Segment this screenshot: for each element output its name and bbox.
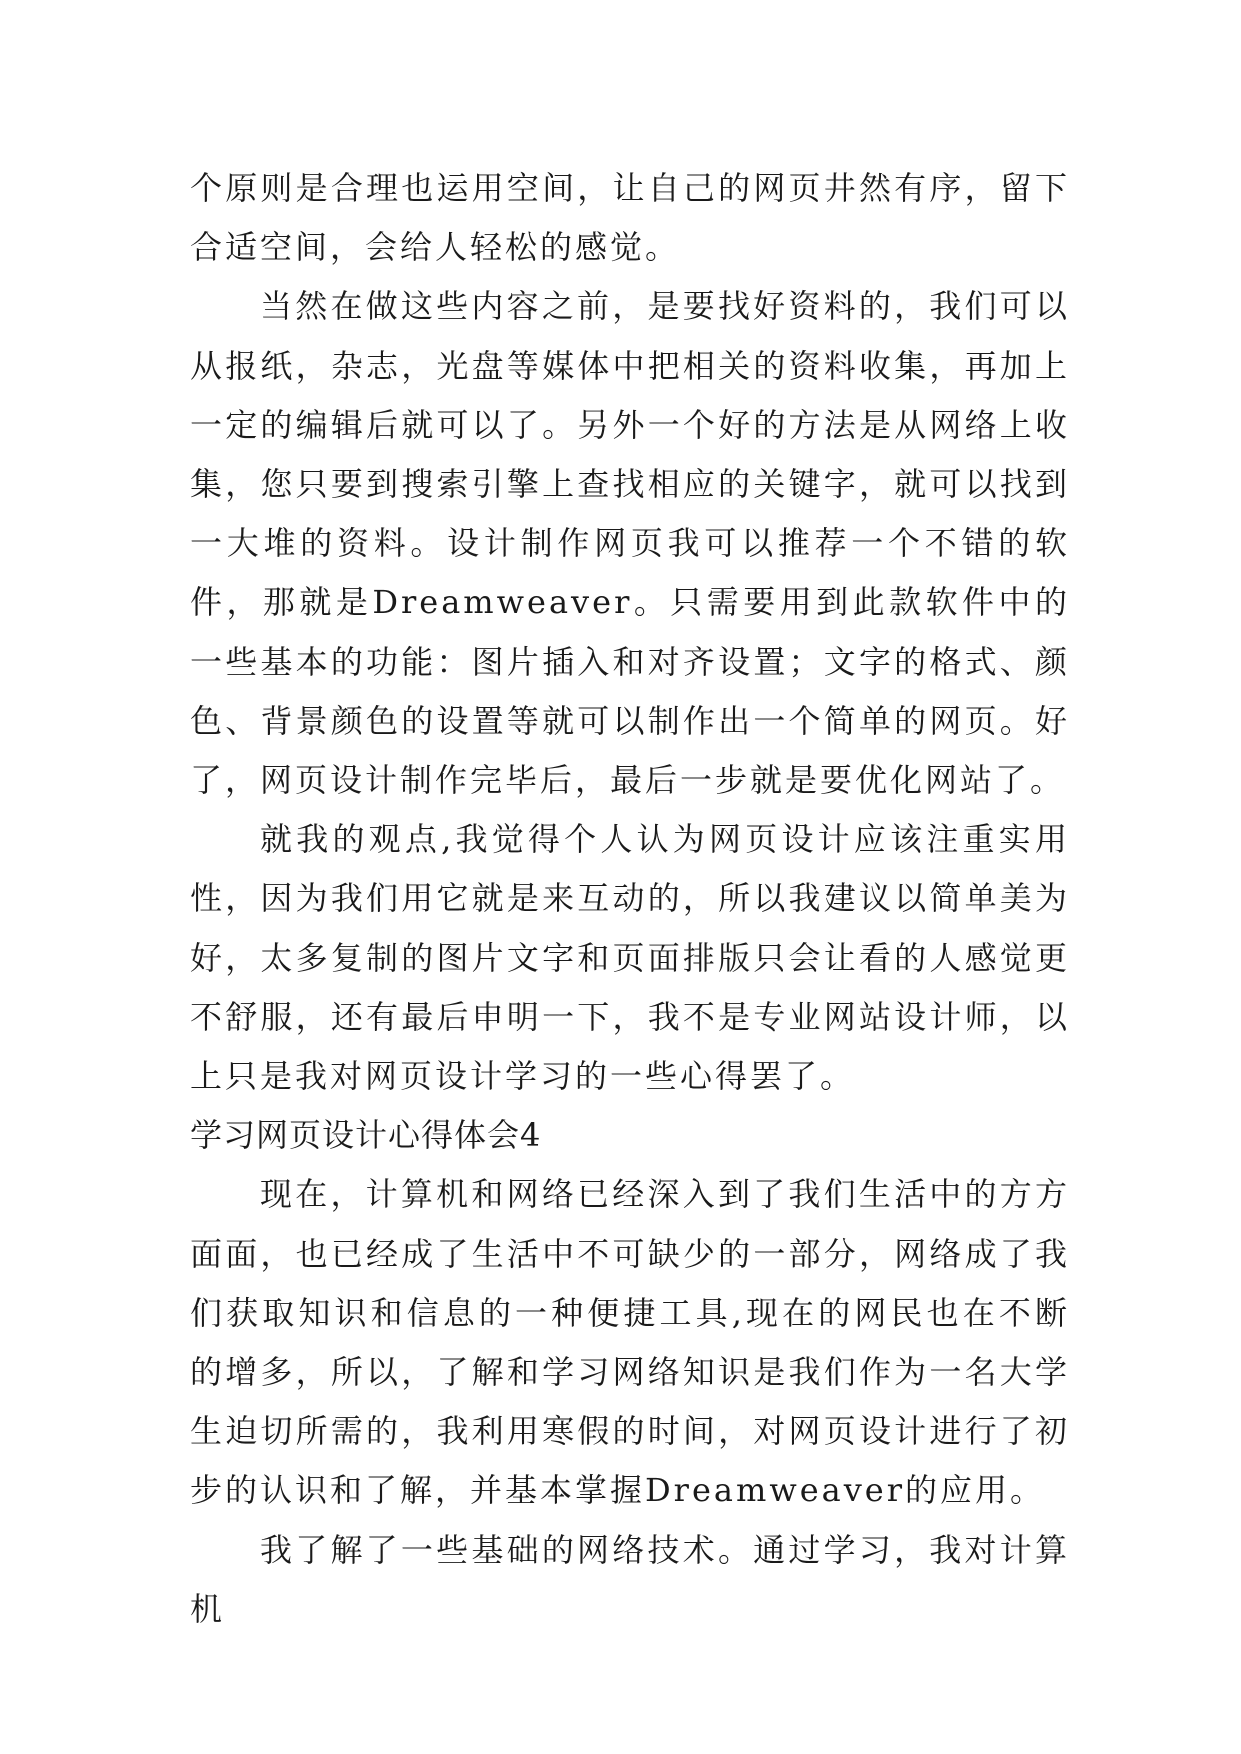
paragraph-1: 个原则是合理也运用空间，让自己的网页井然有序，留下合适空间，会给人轻松的感觉。 (190, 169, 1070, 267)
paragraph-4: 现在，计算机和网络已经深入到了我们生活中的方方面面，也已经成了生活中不可缺少的一部分，网络成了我们获取知识和信息的一种便捷工具,现在的网民也在不断的增多，所以，了解和学习网络知识是我们作为一名大学生迫切所需的，我利用寒假的时间，对网页设计进行了初步的认识和了解，并基本掌握Dreamweaver的应用。 (190, 1175, 1070, 1510)
paragraph-5: 我了解了一些基础的网络技术。通过学习，我对计算机 (190, 1530, 1070, 1628)
paragraph-3: 就我的观点,我觉得个人认为网页设计应该注重实用性，因为我们用它就是来互动的，所以我建议以简单美为好，太多复制的图片文字和页面排版只会让看的人感觉更不舒服，还有最后申明一下，我不是专业网站设计师，以上只是我对网页设计学习的一些心得罢了。 (190, 820, 1070, 1096)
section-heading: 学习网页设计心得体会4 (190, 1116, 542, 1155)
paragraph-2: 当然在做这些内容之前，是要找好资料的，我们可以从报纸，杂志，光盘等媒体中把相关的资料收集，再加上一定的编辑后就可以了。另外一个好的方法是从网络上收集，您只要到搜索引擎上查找相应的关键字，就可以找到一大堆的资料。设计制作网页我可以推荐一个不错的软件，那就是Dreamweaver。只需要用到此款软件中的一些基本的功能：图片插入和对齐设置；文字的格式、颜色、背景颜色的设置等就可以制作出一个简单的网页。好了，网页设计制作完毕后，最后一步就是要优化网站了。 (190, 287, 1070, 800)
document-body (190, 159, 1070, 1639)
